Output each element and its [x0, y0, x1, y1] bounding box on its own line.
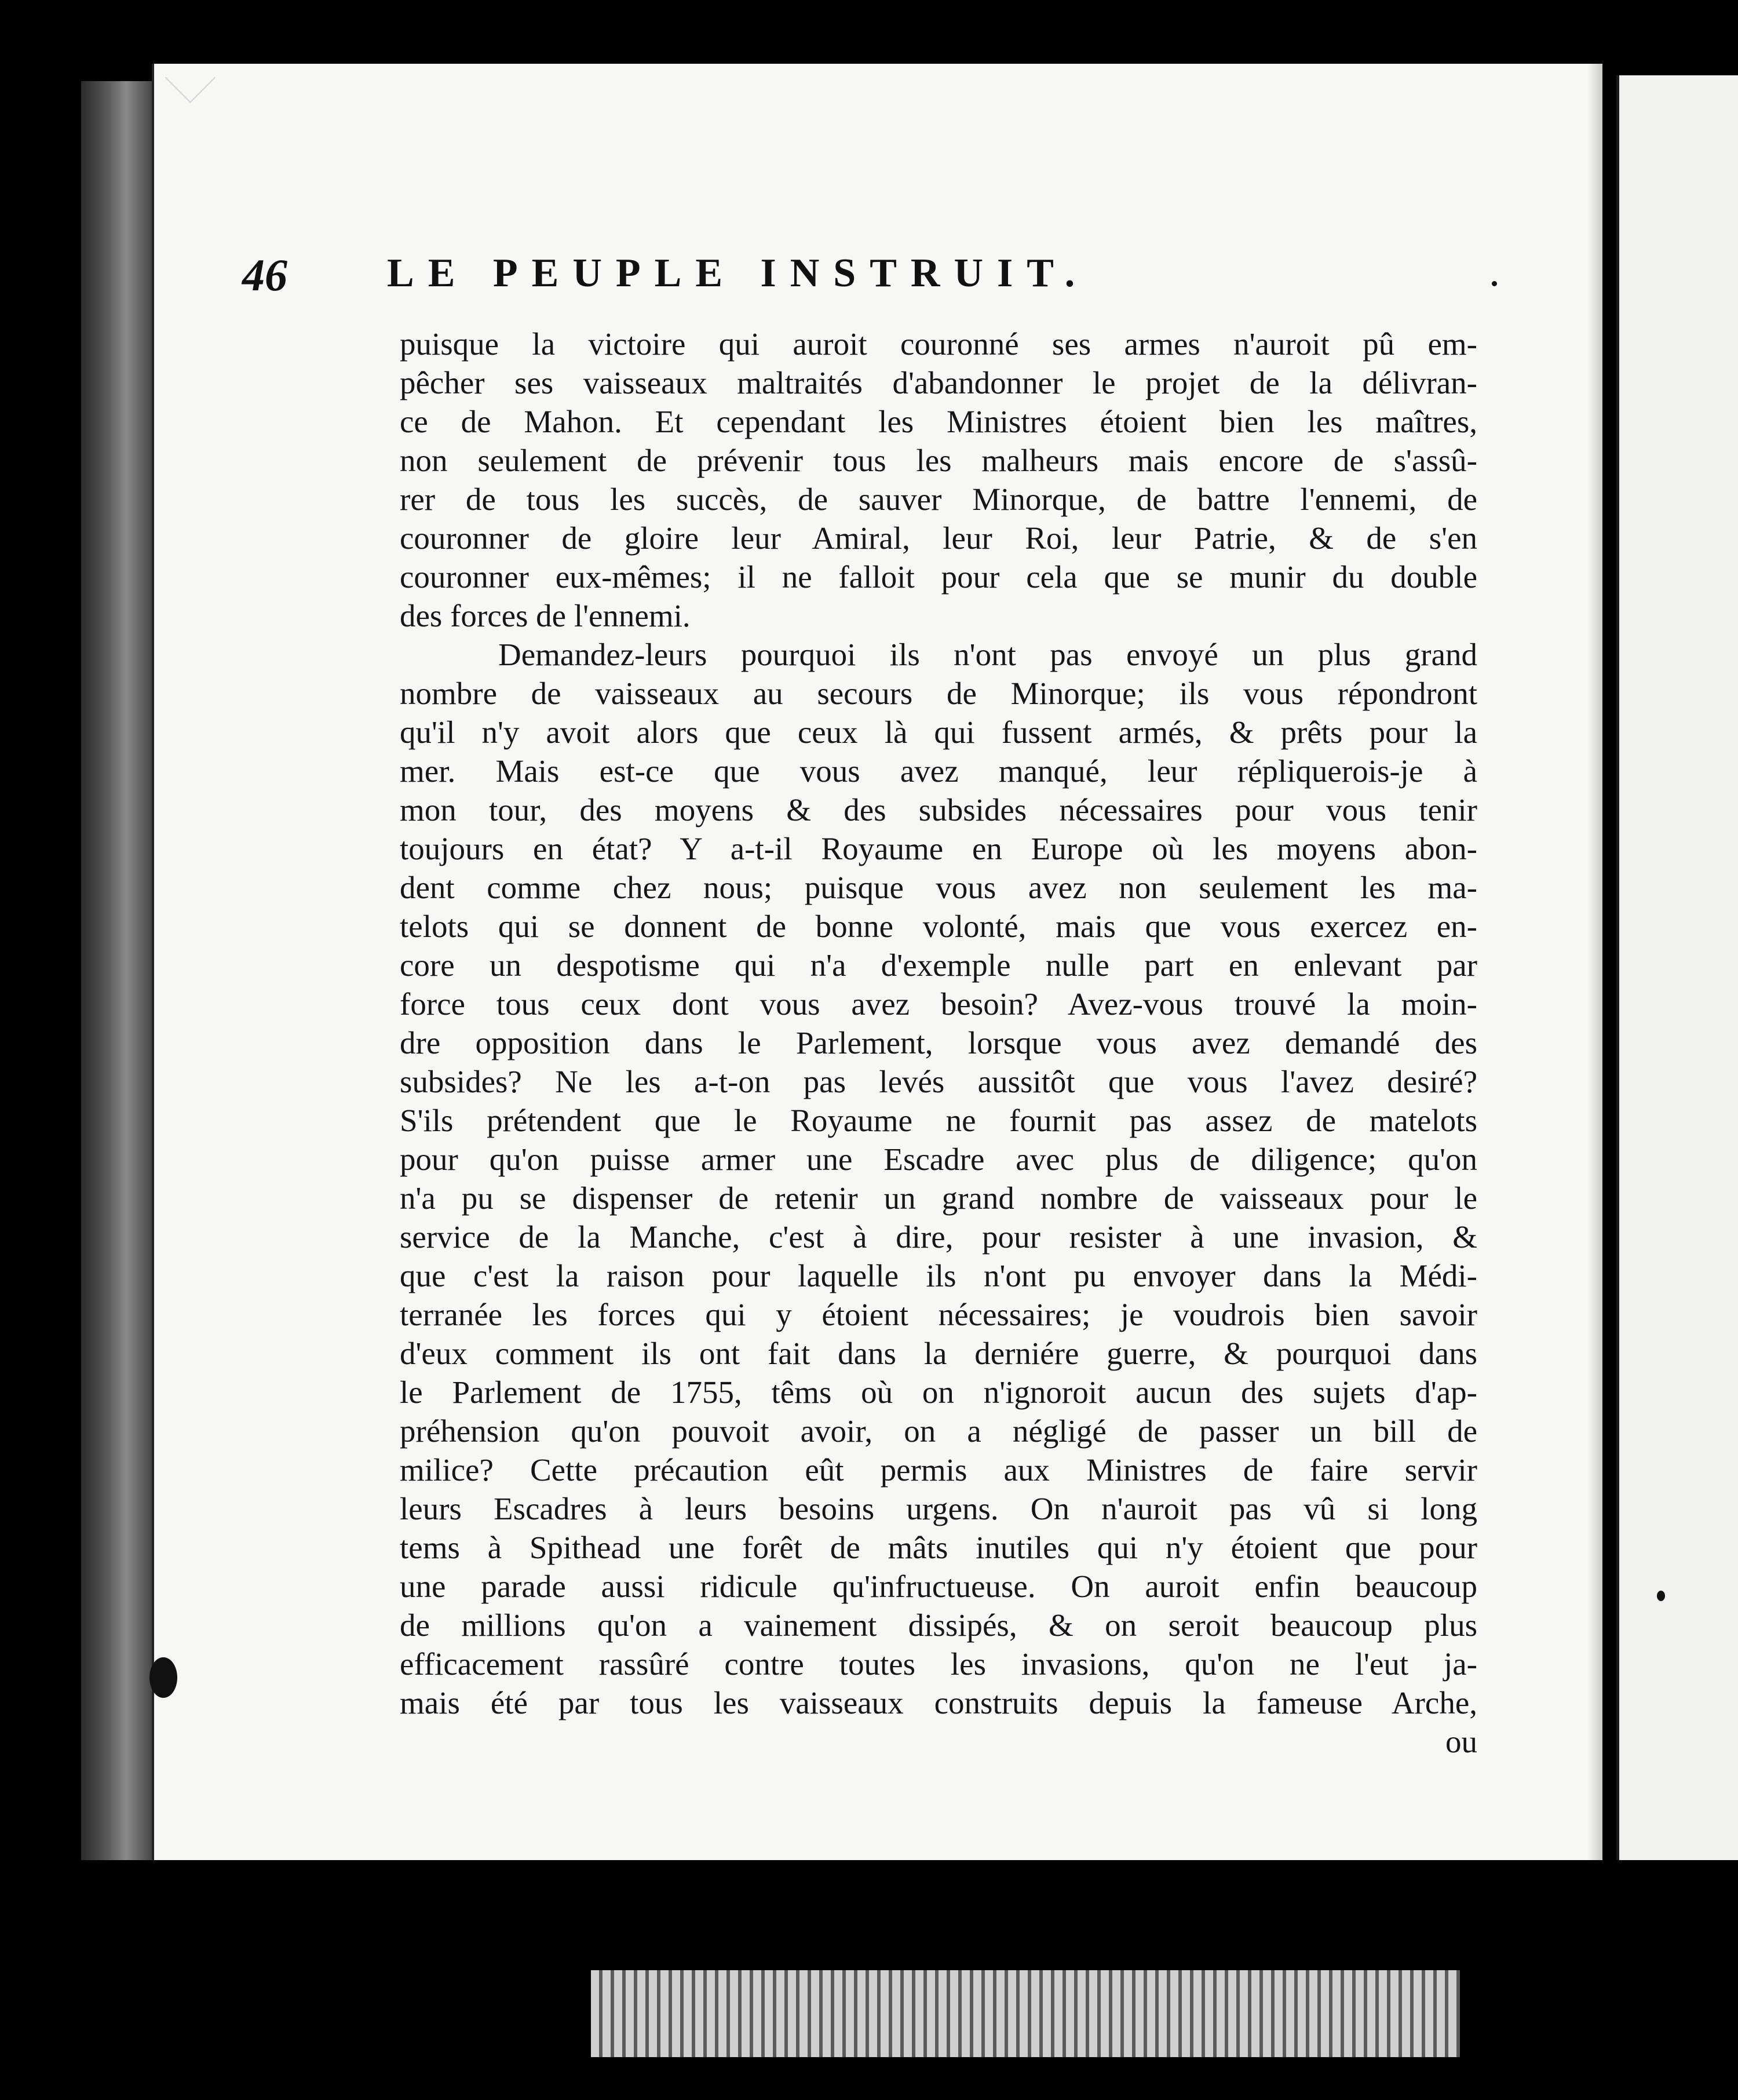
text-line: mer. Mais est-ce que vous avez manqué, leur répliquerois-je à — [400, 753, 1477, 789]
page-header — [242, 243, 1320, 307]
page-gutter-shadow — [1587, 64, 1602, 1860]
text-line: une parade aussi ridicule qu'infructueuse. On auroit enfin beaucoup — [400, 1569, 1477, 1604]
text-line: dre opposition dans le Parlement, lorsque vous avez demandé des — [400, 1025, 1477, 1060]
text-line: le Parlement de 1755, têms où on n'ignoroit aucun des sujets d'ap- — [400, 1375, 1477, 1410]
body-text — [400, 325, 1477, 1761]
text-line: toujours en état? Y a-t-il Royaume en Europe où les moyens abon- — [400, 831, 1477, 866]
text-line: couronner eux-mêmes; il ne falloit pour cela que se munir du double — [400, 559, 1477, 595]
page-number: 46 — [242, 250, 287, 300]
text-line: mais été par tous les vaisseaux construits depuis la fameuse Arche, — [400, 1685, 1477, 1720]
text-line: des forces de l'ennemi. — [400, 598, 691, 633]
text-line: de millions qu'on a vainement dissipés, & on seroit beaucoup plus — [400, 1607, 1477, 1643]
book-binding-edge — [81, 81, 156, 1860]
text-line: rer de tous les succès, de sauver Minorque, de battre l'ennemi, de — [400, 482, 1477, 517]
text-line: pour qu'on puisse armer une Escadre avec plus de diligence; qu'on — [400, 1142, 1477, 1177]
text-line: subsides? Ne les a-t-on pas levés aussitôt que vous l'avez desiré? — [400, 1064, 1477, 1099]
text-line: couronner de gloire leur Amiral, leur Roi, leur Patrie, & de s'en — [400, 520, 1477, 556]
text-line: d'eux comment ils ont fait dans la derniére guerre, & pourquoi dans — [400, 1336, 1477, 1371]
ink-speck — [1492, 281, 1497, 286]
text-line: mon tour, des moyens & des subsides nécessaires pour vous tenir — [400, 792, 1477, 827]
text-line: n'a pu se dispenser de retenir un grand nombre de vaisseaux pour le — [400, 1180, 1477, 1216]
text-line: efficacement rassûré contre toutes les invasions, qu'on ne l'eut ja- — [400, 1646, 1477, 1682]
facing-page-edge — [1616, 75, 1738, 1860]
text-line: milice? Cette précaution eût permis aux Ministres de faire servir — [400, 1452, 1477, 1488]
scan-bottom-strip — [591, 1970, 1460, 2057]
text-line: nombre de vaisseaux au secours de Minorque; ils vous répondront — [400, 676, 1477, 711]
ink-speck — [149, 1657, 177, 1698]
text-line: leurs Escadres à leurs besoins urgens. On n'auroit pas vû si long — [400, 1491, 1477, 1526]
text-line: non seulement de prévenir tous les malheurs mais encore de s'assû- — [400, 443, 1477, 478]
text-line: puisque la victoire qui auroit couronné ses armes n'auroit pû em- — [400, 326, 1477, 362]
text-line: dent comme chez nous; puisque vous avez non seulement les ma- — [400, 870, 1477, 905]
running-title: LE PEUPLE INSTRUIT. — [387, 251, 1089, 296]
text-line: qu'il n'y avoit alors que ceux là qui fussent armés, & prêts pour la — [400, 714, 1477, 750]
text-line: core un despotisme qui n'a d'exemple nulle part en enlevant par — [400, 947, 1477, 983]
catchword: ou — [1445, 1724, 1477, 1759]
text-line: terranée les forces qui y étoient nécessaires; je voudrois bien savoir — [400, 1297, 1477, 1332]
text-line: pêcher ses vaisseaux maltraités d'abandonner le projet de la délivran- — [400, 365, 1477, 400]
text-line: tems à Spithead une forêt de mâts inutiles qui n'y étoient que pour — [400, 1530, 1477, 1565]
text-line: ce de Mahon. Et cependant les Ministres étoient bien les maîtres, — [400, 404, 1477, 439]
text-line: S'ils prétendent que le Royaume ne fournit pas assez de matelots — [400, 1103, 1477, 1138]
text-line: préhension qu'on pouvoit avoir, on a négligé de passer un bill de — [400, 1413, 1477, 1449]
text-line: force tous ceux dont vous avez besoin? Avez-vous trouvé la moin- — [400, 986, 1477, 1022]
text-line: que c'est la raison pour laquelle ils n'ont pu envoyer dans la Médi- — [400, 1258, 1477, 1293]
ink-speck — [1657, 1591, 1665, 1601]
text-line: telots qui se donnent de bonne volonté, mais que vous exercez en- — [400, 909, 1477, 944]
text-line: Demandez-leurs pourquoi ils n'ont pas envoyé un plus grand — [498, 637, 1477, 672]
text-line: service de la Manche, c'est à dire, pour resister à une invasion, & — [400, 1219, 1477, 1255]
